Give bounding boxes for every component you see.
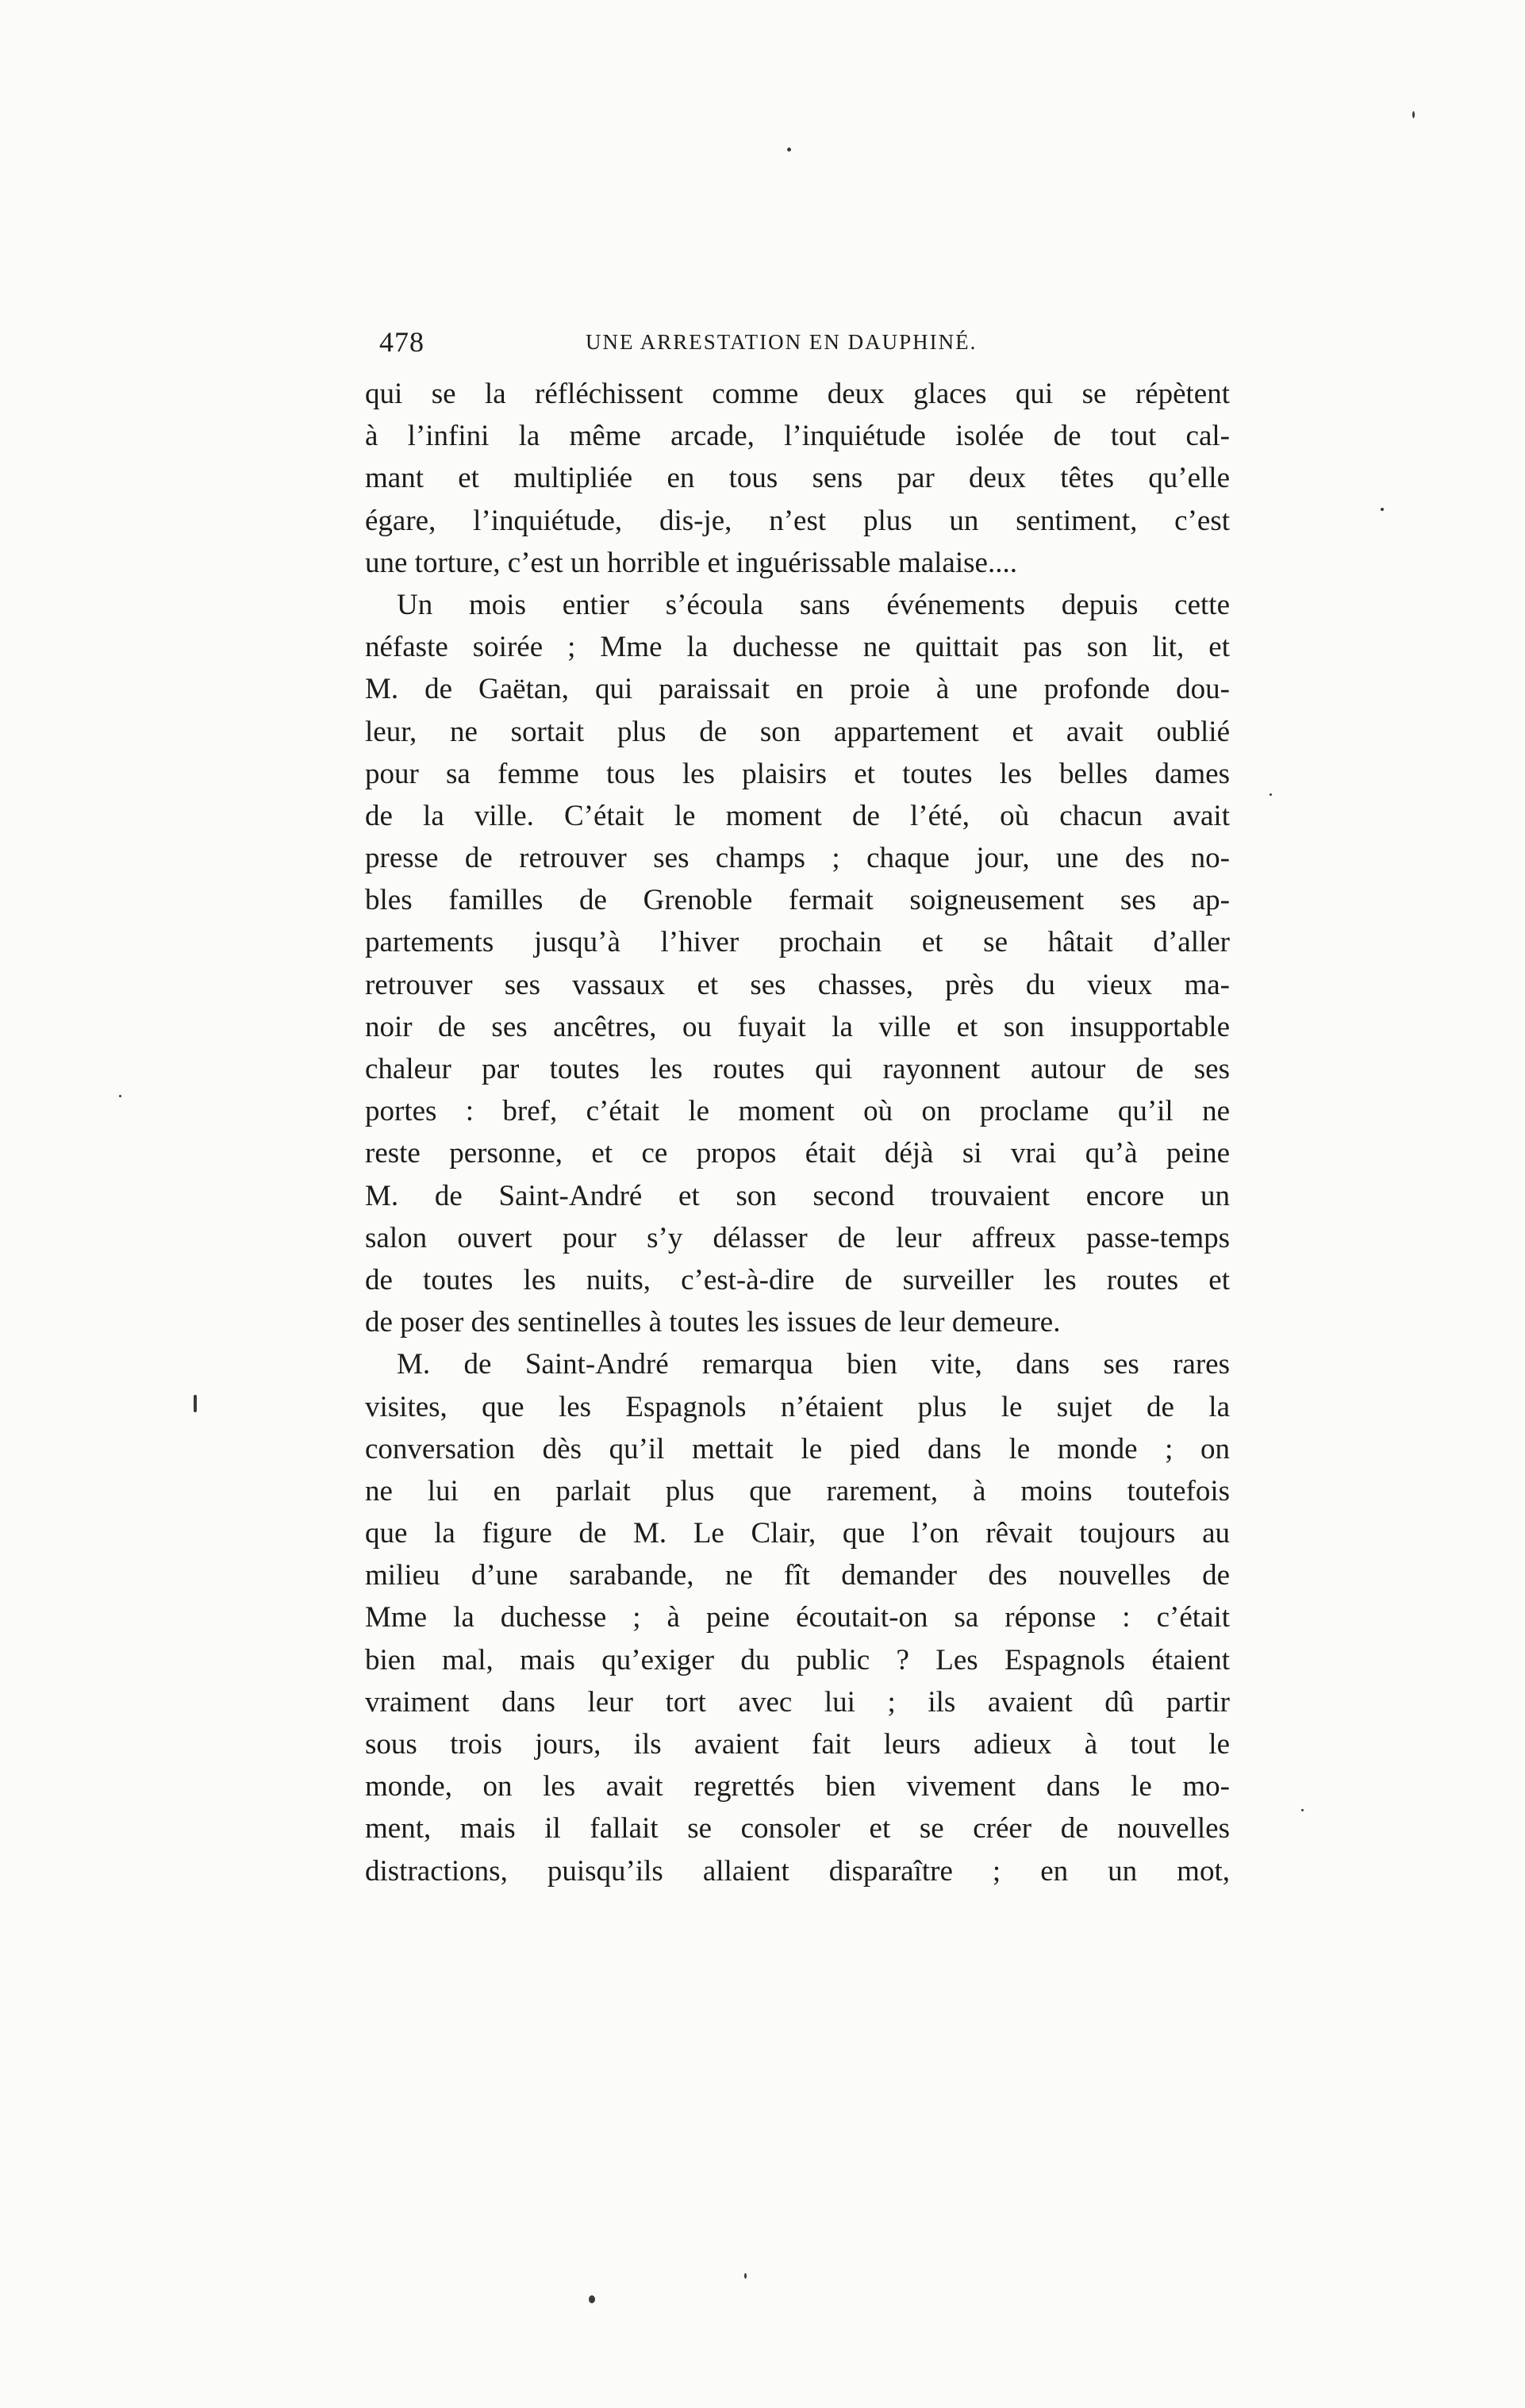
text-line: de la ville. C’était le moment de l’été, où chacun avait bbox=[365, 799, 1230, 832]
text-line: milieu d’une sarabande, ne fît demander des nouvelles de bbox=[365, 1559, 1230, 1592]
text-line: M. de Gaëtan, qui paraissait en proie à une profonde dou- bbox=[365, 673, 1230, 706]
text-line: M. de Saint-André et son second trouvaient encore un bbox=[365, 1179, 1230, 1212]
scan-speck bbox=[1301, 1809, 1304, 1811]
text-line: monde, on les avait regrettés bien vivement dans le mo- bbox=[365, 1770, 1230, 1803]
text-line: néfaste soirée ; Mme la duchesse ne quittait pas son lit, et bbox=[365, 631, 1230, 664]
body-text bbox=[365, 373, 1230, 1892]
text-line: sous trois jours, ils avaient fait leurs adieux à tout le bbox=[365, 1728, 1230, 1761]
scan-speck bbox=[589, 2295, 595, 2303]
text-line: visites, que les Espagnols n’étaient plus le sujet de la bbox=[365, 1390, 1230, 1423]
text-line: noir de ses ancêtres, ou fuyait la ville et son insupportable bbox=[365, 1010, 1230, 1043]
page-header bbox=[379, 325, 1230, 365]
text-line: égare, l’inquiétude, dis-je, n’est plus un sentiment, c’est bbox=[365, 504, 1230, 537]
text-line: retrouver ses vassaux et ses chasses, près du vieux ma- bbox=[365, 968, 1230, 1001]
text-line: de toutes les nuits, c’est-à-dire de surveiller les routes et bbox=[365, 1263, 1230, 1296]
text-line: pour sa femme tous les plaisirs et toutes les belles dames bbox=[365, 757, 1230, 790]
text-line: chaleur par toutes les routes qui rayonnent autour de ses bbox=[365, 1053, 1230, 1085]
text-line: une torture, c’est un horrible et inguérissable malaise.... bbox=[365, 546, 1017, 579]
scan-speck bbox=[1412, 111, 1415, 118]
scan-speck bbox=[194, 1395, 197, 1412]
text-line: mant et multipliée en tous sens par deux têtes qu’elle bbox=[365, 462, 1230, 495]
text-line: que la figure de M. Le Clair, que l’on rêvait toujours au bbox=[365, 1517, 1230, 1550]
scan-speck bbox=[744, 2273, 747, 2279]
text-line: ne lui en parlait plus que rarement, à moins toutefois bbox=[365, 1474, 1230, 1507]
text-line: partements jusqu’à l’hiver prochain et se hâtait d’aller bbox=[365, 926, 1230, 959]
scan-speck bbox=[1381, 508, 1384, 511]
text-line: Mme la duchesse ; à peine écoutait-on sa réponse : c’était bbox=[365, 1601, 1230, 1634]
text-line: M. de Saint-André remarqua bien vite, dans ses rares bbox=[397, 1348, 1230, 1381]
text-line: distractions, puisqu’ils allaient disparaître ; en un mot, bbox=[365, 1854, 1230, 1888]
text-line: leur, ne sortait plus de son appartement et avait oublié bbox=[365, 715, 1230, 748]
text-line: portes : bref, c’était le moment où on proclame qu’il ne bbox=[365, 1095, 1230, 1128]
text-line: conversation dès qu’il mettait le pied dans le monde ; on bbox=[365, 1432, 1230, 1465]
scan-speck bbox=[119, 1095, 121, 1097]
text-line: vraiment dans leur tort avec lui ; ils avaient dû partir bbox=[365, 1685, 1230, 1719]
text-line: qui se la réfléchissent comme deux glaces qui se répètent bbox=[365, 378, 1230, 410]
text-line: de poser des sentinelles à toutes les issues de leur demeure. bbox=[365, 1306, 1061, 1339]
page-number: 478 bbox=[379, 326, 424, 358]
text-line: bien mal, mais qu’exiger du public ? Les Espagnols étaient bbox=[365, 1643, 1230, 1676]
running-title: UNE ARRESTATION EN DAUPHINÉ. bbox=[586, 330, 978, 354]
text-line: Un mois entier s’écoula sans événements depuis cette bbox=[397, 588, 1230, 621]
scan-speck bbox=[787, 148, 791, 152]
text-line: ment, mais il fallait se consoler et se créer de nouvelles bbox=[365, 1812, 1230, 1845]
scan-speck bbox=[1270, 793, 1272, 796]
text-line: bles familles de Grenoble fermait soigneusement ses ap- bbox=[365, 884, 1230, 917]
text-line: à l’infini la même arcade, l’inquiétude isolée de tout cal- bbox=[365, 420, 1230, 453]
text-line: salon ouvert pour s’y délasser de leur affreux passe-temps bbox=[365, 1221, 1230, 1254]
text-line: reste personne, et ce propos était déjà si vrai qu’à peine bbox=[365, 1137, 1230, 1170]
text-line: presse de retrouver ses champs ; chaque jour, une des no- bbox=[365, 842, 1230, 875]
